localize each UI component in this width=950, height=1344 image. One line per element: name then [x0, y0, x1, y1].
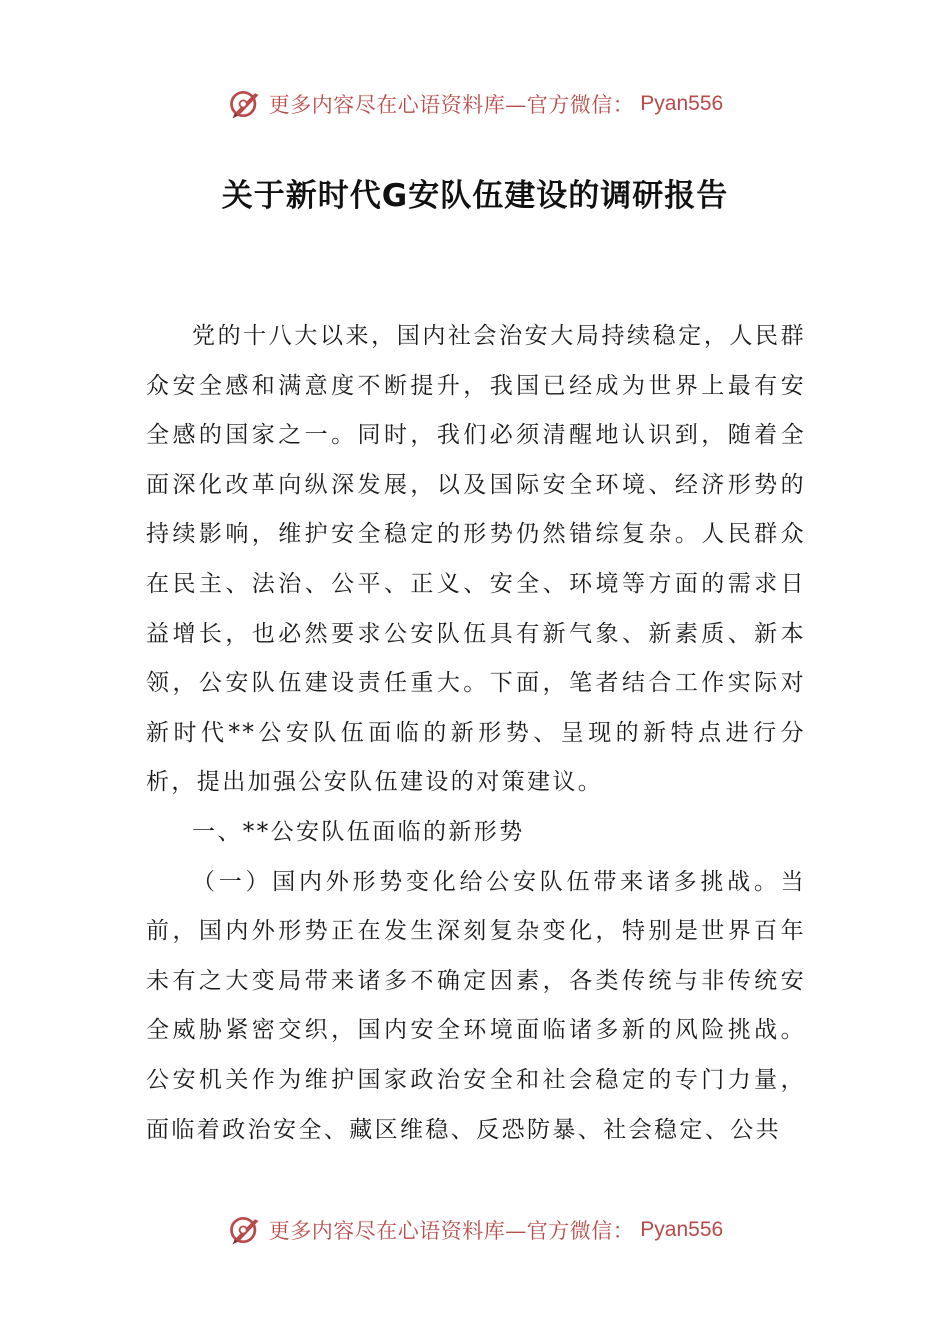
section-heading: 一、**公安队伍面临的新形势 — [192, 818, 525, 845]
document-body — [146, 312, 806, 1155]
pen-logo-icon — [227, 86, 263, 122]
footer-watermark-banner — [0, 1208, 950, 1252]
body-paragraph: 党的十八大以来，国内社会治安大局持续稳定，人民群众安全感和满意度不断提升，我国已经成为世界上最有安全感的国家之一。同时，我们必须清醒地认识到，随着全面深化改革向纵深发展，以及国际安全环境、经济形势的持续影响，维护安全稳定的形势仍然错综复杂。人民群众在民主、法治、公平、正义、安全、环境等方面的需求日益增长，也必然要求公安队伍具有新气象、新素质、新本领，公安队伍建设责任重大。下面，笔者结合工作实际对新时代**公安队伍面临的新形势、呈现的新特点进行分析，提出加强公安队伍建设的对策建议。 — [146, 323, 806, 796]
pen-logo-icon — [227, 1212, 263, 1248]
header-watermark-banner — [0, 82, 950, 126]
banner-wechat-id: Pyan556 — [640, 1218, 724, 1241]
banner-wechat-id: Pyan556 — [640, 92, 724, 115]
body-paragraph: （一）国内外形势变化给公安队伍带来诸多挑战。当前，国内外形势正在发生深刻复杂变化，特别是世界百年未有之大变局带来诸多不确定因素，各类传统与非传统安全威胁紧密交织，国内安全环境面临诸多新的风险挑战。公安机关作为维护国家政治安全和社会稳定的专门力量，面临着政治安全、藏区维稳、反恐防暴、社会稳定、公共 — [146, 868, 806, 1143]
document-title: 关于新时代G安队伍建设的调研报告 — [221, 178, 729, 214]
banner-text: 更多内容尽在心语资料库—官方微信： — [268, 1219, 635, 1243]
banner-text: 更多内容尽在心语资料库—官方微信： — [268, 93, 635, 117]
